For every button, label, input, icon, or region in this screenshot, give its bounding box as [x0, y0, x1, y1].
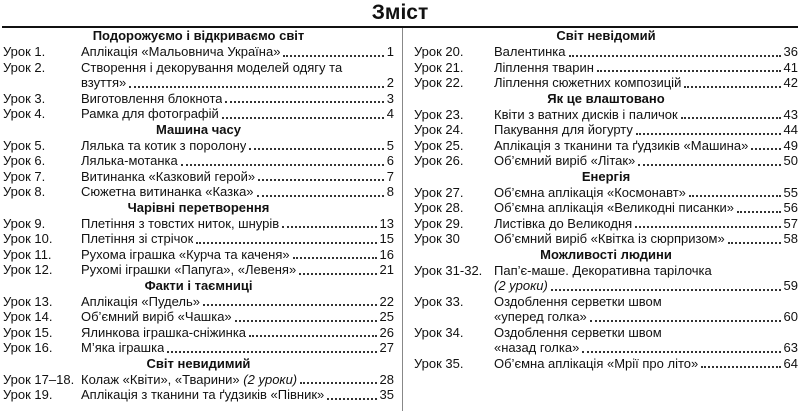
lesson-title: Плетіння з товстих ниток, шнурів — [81, 215, 280, 231]
page-number: 13 — [379, 215, 394, 231]
section-heading: Можливості людини — [540, 246, 672, 262]
leader-dots — [689, 195, 781, 197]
section-heading: Енергія — [581, 168, 631, 184]
lesson-row — [414, 185, 798, 201]
leader-dots — [635, 226, 780, 228]
lesson-row — [414, 356, 798, 372]
leader-dots — [684, 86, 780, 88]
page-number: 4 — [386, 106, 394, 121]
lesson-title: Рамка для фотографій — [81, 106, 219, 121]
page-number: 60 — [783, 309, 798, 324]
lesson-title-cont: взуття» — [81, 75, 127, 90]
lesson-row — [414, 200, 798, 216]
lesson-row — [3, 44, 394, 60]
lesson-title: Об’ємний виріб «Чашка» — [81, 309, 232, 324]
lesson-title: Оздоблення серветки швом — [494, 293, 662, 309]
lesson-title: Лялька-мотанка — [81, 153, 178, 168]
lesson-row — [3, 325, 394, 341]
lesson-row — [3, 262, 394, 278]
leader-dots — [293, 257, 377, 259]
page-number: 44 — [783, 122, 798, 137]
lesson-number: Урок 5. — [3, 137, 46, 153]
lesson-number: Урок 31-32. — [414, 262, 483, 278]
section-heading: Світ невідомий — [556, 28, 656, 43]
page-number: 63 — [783, 340, 798, 355]
lesson-title: Колаж «Квіти», «Тварини» (2 уроки) — [81, 371, 298, 387]
page-number: 58 — [783, 231, 798, 246]
page-number: 7 — [386, 168, 394, 184]
leader-dots — [249, 335, 376, 337]
lesson-number: Урок 2. — [3, 59, 46, 75]
page-number: 16 — [379, 246, 394, 262]
page-number: 15 — [379, 231, 394, 246]
lesson-title-cont: «назад голка» — [494, 340, 580, 355]
leader-dots — [129, 86, 384, 88]
lesson-number: Урок 1. — [3, 44, 46, 59]
page-number: 59 — [783, 278, 798, 293]
lesson-row — [414, 107, 798, 123]
lesson-row — [414, 294, 798, 325]
page-number: 3 — [386, 90, 394, 106]
lesson-note: (2 уроки) — [243, 371, 298, 387]
lesson-number: Урок 10. — [3, 231, 53, 246]
lesson-row — [3, 294, 394, 310]
lesson-row — [3, 247, 394, 263]
lesson-number: Урок 35. — [414, 355, 464, 371]
lesson-row — [414, 138, 798, 154]
leader-dots — [569, 55, 781, 57]
leader-dots — [551, 289, 781, 291]
lesson-number: Урок 30 — [414, 231, 460, 246]
lesson-row — [3, 216, 394, 232]
lesson-number: Урок 27. — [414, 184, 464, 200]
lesson-row — [3, 106, 394, 122]
lesson-title: Пакування для йогурту — [494, 122, 633, 137]
lesson-number: Урок 20. — [414, 44, 464, 59]
lesson-title: Сюжетна витинанка «Казка» — [81, 184, 254, 199]
leader-dots — [181, 164, 384, 166]
lesson-row — [3, 138, 394, 154]
lesson-title: Витинанка «Казковий герой» — [81, 168, 256, 184]
lesson-number: Урок 25. — [414, 137, 464, 153]
lesson-number: Урок 3. — [3, 90, 46, 106]
lesson-title: Ялинкова іграшка-сніжинка — [81, 324, 247, 340]
lesson-row — [3, 153, 394, 169]
section-heading: Як це влаштовано — [547, 90, 665, 106]
leader-dots — [300, 382, 376, 384]
page-number: 49 — [783, 137, 798, 153]
lesson-title: Плетіння зі стрічок — [81, 231, 194, 246]
lesson-title: Оздоблення серветки швом — [494, 324, 662, 340]
leader-dots — [590, 320, 781, 322]
lesson-number: Урок 8. — [3, 184, 46, 199]
leader-dots — [582, 351, 780, 353]
lesson-number: Урок 13. — [3, 293, 53, 309]
page-number: 50 — [783, 153, 798, 168]
lesson-row — [414, 231, 798, 247]
leader-dots — [203, 304, 377, 306]
lesson-title: Ліплення сюжетних композицій — [494, 75, 682, 90]
page-number: 6 — [386, 153, 394, 168]
lesson-title: Лялька та котик з поролону — [81, 137, 247, 153]
page-number: 8 — [386, 184, 394, 199]
lesson-number: Урок 4. — [3, 106, 46, 121]
lesson-title: М’яка іграшка — [81, 340, 165, 355]
lesson-row — [414, 60, 798, 76]
lesson-number: Урок 16. — [3, 340, 53, 355]
leader-dots — [701, 366, 780, 368]
leader-dots — [257, 195, 384, 197]
lesson-number: Урок 26. — [414, 153, 464, 168]
lesson-row — [414, 122, 798, 138]
lesson-row — [414, 44, 798, 60]
lesson-note: (2 уроки) — [494, 278, 548, 293]
page-number: 35 — [379, 387, 394, 402]
lesson-number: Урок 11. — [3, 246, 52, 262]
leader-dots — [167, 351, 376, 353]
lesson-title: Листівка до Великодня — [494, 215, 633, 231]
lesson-number: Урок 21. — [414, 59, 464, 75]
section-heading: Чарівні перетворення — [127, 199, 270, 215]
lesson-title: Аплікація з тканини та ґудзиків «Машина» — [494, 137, 749, 153]
lesson-row — [414, 263, 798, 294]
lesson-number: Урок 23. — [414, 106, 464, 122]
leader-dots — [196, 242, 376, 244]
leader-dots — [222, 117, 384, 119]
lesson-row — [3, 60, 394, 91]
lesson-number: Урок 28. — [414, 200, 464, 215]
lesson-title: Об’ємний виріб «Літак» — [494, 153, 636, 168]
leader-dots — [283, 55, 383, 57]
section-heading: Подорожуємо і відкриваємо світ — [92, 28, 305, 43]
left-column — [3, 28, 394, 403]
lesson-title: Рухомі іграшки «Папуга», «Левеня» — [81, 262, 297, 277]
lesson-row — [3, 169, 394, 185]
lesson-row — [3, 184, 394, 200]
page-number: 5 — [386, 137, 394, 153]
leader-dots — [299, 273, 376, 275]
section-heading: Машина часу — [156, 121, 241, 137]
lesson-row — [3, 309, 394, 325]
lesson-title: Створення і декорування моделей одягу та — [81, 59, 343, 75]
lesson-title: Об’ємна аплікація «Космонавт» — [494, 184, 686, 200]
column-divider — [402, 28, 403, 411]
lesson-number: Урок 7. — [3, 168, 46, 184]
leader-dots — [235, 320, 377, 322]
lesson-row — [3, 340, 394, 356]
leader-dots — [737, 211, 781, 213]
page-number: 36 — [783, 44, 798, 59]
lesson-number: Урок 24. — [414, 122, 464, 137]
lesson-title: Об’ємна аплікація «Мрії про літо» — [494, 355, 699, 371]
lesson-title: Квіти з ватних дисків і паличок — [494, 106, 678, 122]
leader-dots — [636, 133, 781, 135]
lesson-title: Об’ємний виріб «Квітка із сюрпризом» — [494, 231, 725, 246]
leader-dots — [249, 148, 383, 150]
lesson-title: Аплікація «Пудель» — [81, 293, 200, 309]
lesson-number: Урок 15. — [3, 324, 53, 340]
right-column — [414, 28, 798, 371]
page-number: 41 — [783, 59, 798, 75]
lesson-number: Урок 22. — [414, 75, 464, 90]
lesson-row — [414, 325, 798, 356]
leader-dots — [681, 117, 781, 119]
lesson-title: Пап’є-маше. Декоративна тарілочка — [494, 262, 712, 278]
page-number: 27 — [379, 340, 394, 355]
page-number: 43 — [783, 106, 798, 122]
page-number: 25 — [379, 309, 394, 324]
lesson-row — [414, 75, 798, 91]
lesson-row — [3, 231, 394, 247]
lesson-number: Урок 6. — [3, 153, 46, 168]
page-number: 56 — [783, 200, 798, 215]
leader-dots — [282, 226, 376, 228]
lesson-row — [3, 387, 394, 403]
page-title: Зміст — [371, 1, 429, 24]
lesson-title-cont: «уперед голка» — [494, 309, 587, 324]
page-number: 22 — [379, 293, 394, 309]
leader-dots — [225, 101, 383, 103]
lesson-row — [414, 153, 798, 169]
lesson-number: Урок 14. — [3, 309, 53, 324]
section-heading: Світ невидимий — [146, 355, 251, 371]
lesson-number: Урок 12. — [3, 262, 53, 277]
lesson-title: Валентинка — [494, 44, 566, 59]
page-number: 55 — [783, 184, 798, 200]
lesson-row — [414, 216, 798, 232]
lesson-number: Урок 33. — [414, 293, 464, 309]
lesson-title: Аплікація з тканини та ґудзиків «Півник» — [81, 387, 325, 402]
lesson-number: Урок 34. — [414, 324, 464, 340]
page-number: 28 — [379, 371, 394, 387]
page-number: 26 — [379, 324, 394, 340]
lesson-title: Аплікація «Мальовнича Україна» — [81, 44, 281, 59]
leader-dots — [327, 398, 376, 400]
page-number: 1 — [386, 44, 394, 59]
lesson-number: Урок 19. — [3, 387, 53, 402]
lesson-title: Ліплення тварин — [494, 59, 594, 75]
lesson-row — [3, 91, 394, 107]
page-number: 42 — [783, 75, 798, 90]
page-number: 57 — [783, 215, 798, 231]
page-number: 21 — [379, 262, 394, 277]
lesson-number: Урок 17–18. — [3, 371, 75, 387]
leader-dots — [638, 164, 780, 166]
lesson-number: Урок 9. — [3, 215, 46, 231]
lesson-row — [3, 372, 394, 388]
leader-dots — [597, 70, 781, 72]
page-number: 64 — [783, 355, 798, 371]
leader-dots — [728, 242, 781, 244]
leader-dots — [751, 148, 780, 150]
page-number: 2 — [386, 75, 394, 90]
lesson-title: Об’ємна аплікація «Великодні писанки» — [494, 200, 734, 215]
leader-dots — [258, 179, 384, 181]
section-heading: Факти і таємниці — [144, 277, 253, 293]
lesson-number: Урок 29. — [414, 215, 464, 231]
lesson-title: Рухома іграшка «Курча та каченя» — [81, 246, 290, 262]
lesson-title: Виготовлення блокнота — [81, 90, 223, 106]
